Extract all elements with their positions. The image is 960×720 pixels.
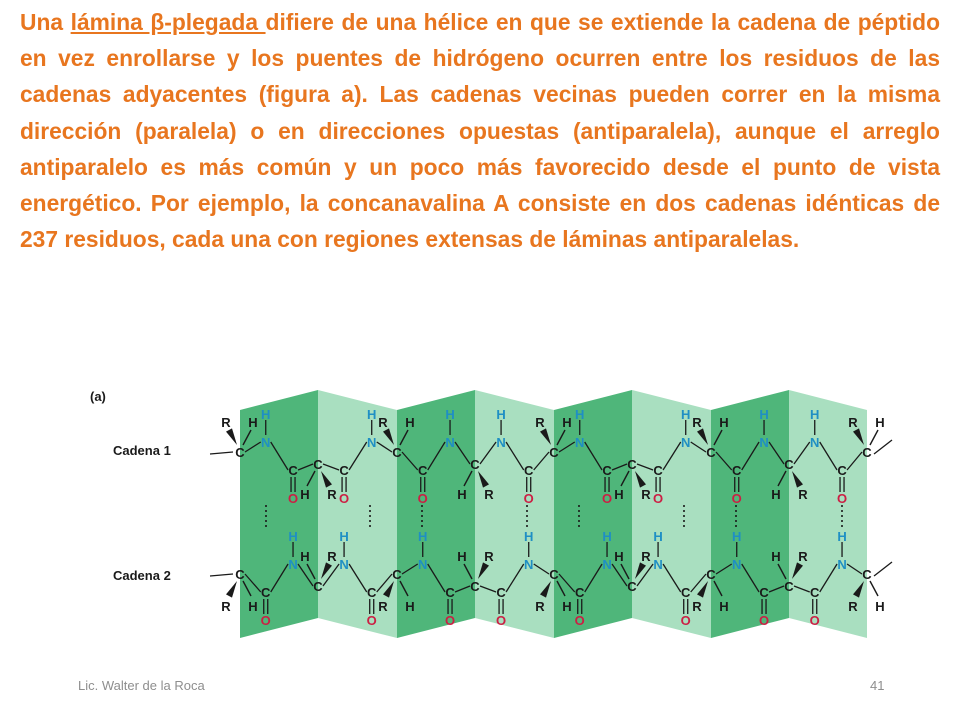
chain-2-carbonyl-carbon: C xyxy=(496,585,506,600)
chain-1-alpha-carbon: C xyxy=(706,445,716,460)
chain-1-amide-nitrogen: N xyxy=(575,435,585,450)
chain-1-carbonyl-oxygen: O xyxy=(339,491,350,506)
chain-1-amide-nitrogen: N xyxy=(759,435,769,450)
chain-2-alpha-hydrogen: H xyxy=(719,599,729,614)
chain-1-side-chain: R xyxy=(848,415,858,430)
chain-1-side-chain: R xyxy=(484,487,494,502)
chain-2-amide-hydrogen: H xyxy=(524,529,534,544)
chain-2-amide-nitrogen: N xyxy=(524,557,534,572)
chain-2-alpha-carbon: C xyxy=(392,567,402,582)
text-part-2: difiere de una hélice en que se extiende la cadena de péptido en vez enrollarse y los puentes de hidrógeno ocurren entre los residuos de las cadenas adyacentes (figura a). Las cadenas vecinas pueden correr en la misma dirección (paralela) o en direcciones opuestas (antiparalela), aunque el arreglo antiparalelo es más común y un poco más favorecido desde el punto de vista energético. Por ejemplo, la concanavalina A consiste en dos cadenas idénticas de 237 residuos, cada una con regiones extensas de láminas antiparalelas. xyxy=(20,9,941,253)
chain-2-amide-nitrogen: N xyxy=(732,557,742,572)
chain-1-carbonyl-carbon: C xyxy=(339,463,349,478)
bond-line xyxy=(870,430,878,445)
chain-2-amide-nitrogen: N xyxy=(418,557,428,572)
chain-1-alpha-hydrogen: H xyxy=(300,487,310,502)
chain-1-carbonyl-carbon: C xyxy=(732,463,742,478)
chain-1-amide-nitrogen: N xyxy=(261,435,271,450)
chain-1-alpha-carbon: C xyxy=(784,457,794,472)
chain-1-amide-nitrogen: N xyxy=(445,435,455,450)
chain-1-label: Cadena 1 xyxy=(113,443,171,458)
chain-1-alpha-hydrogen: H xyxy=(562,415,572,430)
pleat-bands xyxy=(240,390,867,638)
bond-line xyxy=(210,574,233,576)
chain-1-alpha-carbon: C xyxy=(627,457,637,472)
chain-1-amide-hydrogen: H xyxy=(261,407,271,422)
chain-1-carbonyl-carbon: C xyxy=(524,463,534,478)
chain-2-alpha-hydrogen: H xyxy=(457,549,467,564)
chain-1-side-chain: R xyxy=(378,415,388,430)
chain-1-amide-nitrogen: N xyxy=(367,435,377,450)
chain-2-carbonyl-oxygen: O xyxy=(809,613,820,628)
chain-1-alpha-hydrogen: H xyxy=(875,415,885,430)
chain-1-alpha-hydrogen: H xyxy=(719,415,729,430)
chain-2-carbonyl-carbon: C xyxy=(261,585,271,600)
chain-1-alpha-carbon: C xyxy=(235,445,245,460)
beta-sheet-diagram xyxy=(0,370,960,650)
chain-2-alpha-carbon: C xyxy=(862,567,872,582)
chain-1-amide-hydrogen: H xyxy=(759,407,769,422)
chain-2-amide-hydrogen: H xyxy=(339,529,349,544)
chain-2-side-chain: R xyxy=(327,549,337,564)
chain-1-alpha-hydrogen: H xyxy=(405,415,415,430)
chain-1-alpha-hydrogen: H xyxy=(614,487,624,502)
chain-1-amide-hydrogen: H xyxy=(810,407,820,422)
chain-1-alpha-carbon: C xyxy=(549,445,559,460)
term-beta-sheet: lámina β-plegada xyxy=(70,9,266,35)
chain-1-carbonyl-oxygen: O xyxy=(417,491,428,506)
chain-2-alpha-hydrogen: H xyxy=(248,599,258,614)
wedge-bond xyxy=(226,581,237,598)
bond-line xyxy=(210,452,233,454)
chain-1-amide-hydrogen: H xyxy=(367,407,377,422)
chain-1-alpha-carbon: C xyxy=(862,445,872,460)
chain-2-amide-hydrogen: H xyxy=(732,529,742,544)
chain-2-alpha-carbon: C xyxy=(627,579,637,594)
bond-line xyxy=(874,440,892,454)
chain-2-amide-hydrogen: H xyxy=(837,529,847,544)
chain-1-amide-nitrogen: N xyxy=(496,435,506,450)
chain-1-carbonyl-carbon: C xyxy=(837,463,847,478)
chain-1-carbonyl-oxygen: O xyxy=(287,491,299,506)
chain-1-carbonyl-oxygen: O xyxy=(653,491,664,506)
chain-2-side-chain: R xyxy=(798,549,808,564)
chain-2-alpha-hydrogen: H xyxy=(771,549,781,564)
chain-1-carbonyl-carbon: C xyxy=(602,463,612,478)
chain-1-alpha-carbon: C xyxy=(392,445,402,460)
chain-2-amide-nitrogen: N xyxy=(602,557,612,572)
chain-1-amide-hydrogen: H xyxy=(681,407,691,422)
chain-2-alpha-hydrogen: H xyxy=(405,599,415,614)
chain-1-side-chain: R xyxy=(692,415,702,430)
chain-2-amide-hydrogen: H xyxy=(602,529,612,544)
chain-1-side-chain: R xyxy=(798,487,808,502)
chain-2-carbonyl-carbon: C xyxy=(681,585,691,600)
chain-2-alpha-carbon: C xyxy=(706,567,716,582)
chain-2-alpha-hydrogen: H xyxy=(614,549,624,564)
chain-1-carbonyl-carbon: C xyxy=(653,463,663,478)
chain-1-carbonyl-oxygen: O xyxy=(731,491,742,506)
chain-2-alpha-hydrogen: H xyxy=(875,599,885,614)
chain-2-side-chain: R xyxy=(641,549,651,564)
chain-2-carbonyl-oxygen: O xyxy=(496,613,507,628)
chain-1-amide-hydrogen: H xyxy=(445,407,455,422)
chain-1-amide-nitrogen: N xyxy=(681,435,691,450)
chain-2-amide-hydrogen: H xyxy=(288,529,298,544)
chain-2-amide-hydrogen: H xyxy=(653,529,663,544)
chain-1-carbonyl-carbon: C xyxy=(288,463,298,478)
text-part-1: Una xyxy=(20,9,71,35)
chain-2-side-chain: R xyxy=(848,599,858,614)
chain-2-side-chain: R xyxy=(221,599,231,614)
page-number: 41 xyxy=(870,678,885,693)
chain-1-amide-nitrogen: N xyxy=(810,435,820,450)
chain-2-carbonyl-oxygen: O xyxy=(758,613,770,628)
chain-1-alpha-hydrogen: H xyxy=(457,487,467,502)
chain-2-alpha-carbon: C xyxy=(784,579,794,594)
chain-1-side-chain: R xyxy=(221,415,231,430)
chain-1-amide-hydrogen: H xyxy=(575,407,585,422)
chain-1-side-chain: R xyxy=(535,415,545,430)
chain-2-carbonyl-oxygen: O xyxy=(366,613,377,628)
chain-2-carbonyl-oxygen: O xyxy=(574,613,585,628)
wedge-bond xyxy=(226,428,237,445)
bond-line xyxy=(870,581,878,596)
chain-2-side-chain: R xyxy=(535,599,545,614)
chain-2-side-chain: R xyxy=(692,599,702,614)
panel-label: (a) xyxy=(90,389,106,404)
chain-2-side-chain: R xyxy=(378,599,388,614)
chain-2-carbonyl-carbon: C xyxy=(367,585,377,600)
chain-2-alpha-carbon: C xyxy=(235,567,245,582)
chain-1-amide-hydrogen: H xyxy=(496,407,506,422)
chain-2-carbonyl-oxygen: O xyxy=(444,613,456,628)
chain-2-alpha-carbon: C xyxy=(313,579,323,594)
chain-2-alpha-carbon: C xyxy=(470,579,480,594)
chain-2-carbonyl-carbon: C xyxy=(810,585,820,600)
chain-1-side-chain: R xyxy=(641,487,651,502)
chain-2-carbonyl-oxygen: O xyxy=(680,613,691,628)
chain-1-carbonyl-carbon: C xyxy=(418,463,428,478)
bond-line xyxy=(874,562,892,576)
chain-2-amide-hydrogen: H xyxy=(418,529,428,544)
chain-2-amide-nitrogen: N xyxy=(837,557,847,572)
chain-2-alpha-carbon: C xyxy=(549,567,559,582)
chain-2-amide-nitrogen: N xyxy=(653,557,663,572)
chain-1-side-chain: R xyxy=(327,487,337,502)
chain-2-label: Cadena 2 xyxy=(113,568,171,583)
chain-2-carbonyl-carbon: C xyxy=(575,585,585,600)
chain-2-carbonyl-oxygen: O xyxy=(260,613,271,628)
chain-2-alpha-hydrogen: H xyxy=(300,549,310,564)
footer-author: Lic. Walter de la Roca xyxy=(78,678,205,693)
chain-2-amide-nitrogen: N xyxy=(288,557,298,572)
slide-paragraph xyxy=(20,4,940,257)
chain-1-alpha-hydrogen: H xyxy=(771,487,781,502)
chain-1-alpha-carbon: C xyxy=(470,457,480,472)
chain-1-carbonyl-oxygen: O xyxy=(523,491,534,506)
chain-2-amide-nitrogen: N xyxy=(339,557,349,572)
chain-2-side-chain: R xyxy=(484,549,494,564)
chain-2-carbonyl-carbon: C xyxy=(445,585,455,600)
chain-1-carbonyl-oxygen: O xyxy=(836,491,848,506)
chain-2-carbonyl-carbon: C xyxy=(759,585,769,600)
chain-1-alpha-hydrogen: H xyxy=(248,415,258,430)
chain-1-alpha-carbon: C xyxy=(313,457,323,472)
chain-1-carbonyl-oxygen: O xyxy=(601,491,613,506)
chain-2-alpha-hydrogen: H xyxy=(562,599,572,614)
